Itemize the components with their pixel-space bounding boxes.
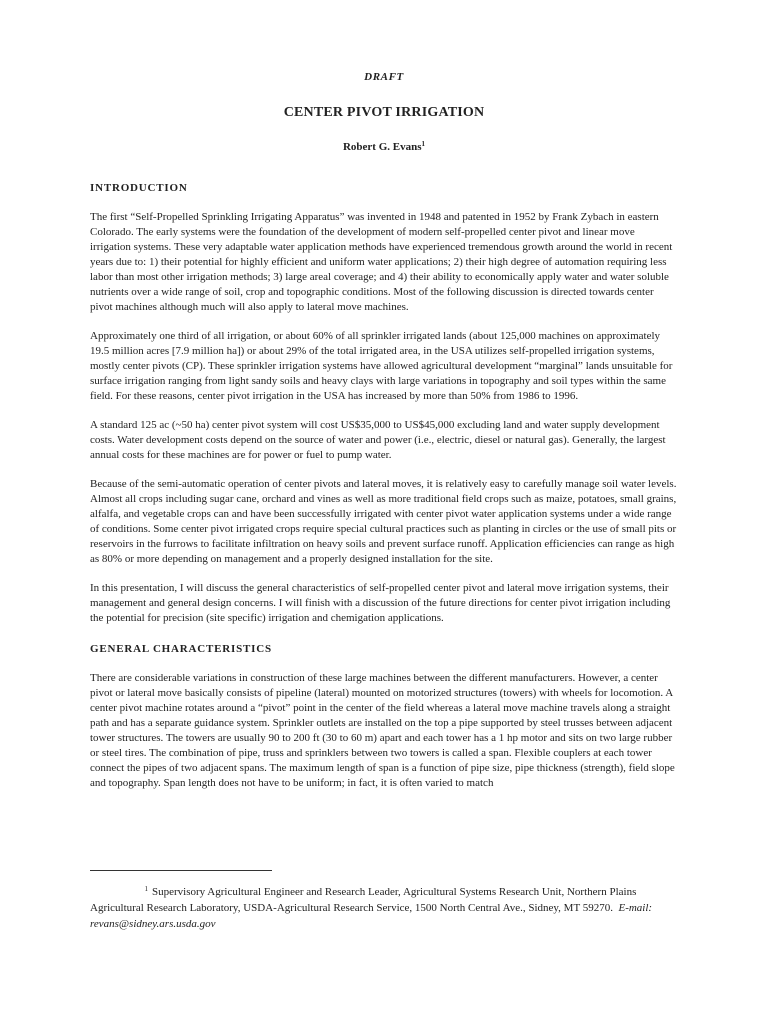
paragraph: A standard 125 ac (~50 ha) center pivot system will cost US$35,000 to US$45,000 excluding land and water supply development costs. Water development costs depend on the source of water and power (i.e., electric, diesel or natural gas). Generally, the largest annual costs for these machines are for power or fuel to pump water. — [90, 419, 666, 461]
footnote-email[interactable]: E-mail: revans@sidney.ars.usda.gov — [90, 902, 653, 930]
document-title: CENTER PIVOT IRRIGATION — [283, 105, 485, 120]
paragraph: There are considerable variations in construction of these large machines between the different manufacturers. However, a center pivot or lateral move basically consists of pipeline (lateral) mounted on motorized structures (towers) with wheels for locomotion. A center pivot machine rotates around a “pivot” point in the center of the field whereas a lateral move machine travels along a straight path and has a separate guidance system. Sprinkler outlets are installed on the top a pipe supported by steel trusses between adjacent tower structures. The towers are usually 90 to 200 ft (30 to 60 m) apart and each tower has a 1 hp motor and sits on two large rubber or steel tires. The combination of pipe, truss and sprinklers between two towers is called a span. Flexible couplers at each tower connect the pipes of two adjacent spans. The maximum length of span is a function of pipe size, pipe thickness (strength), field slope and topography. Span length does not have to be uniform; in fact, it is often varied to match — [90, 672, 675, 789]
draft-label: DRAFT — [364, 71, 404, 83]
author-line — [90, 140, 678, 155]
section-heading-introduction: INTRODUCTION — [90, 182, 188, 194]
paragraph: In this presentation, I will discuss the general characteristics of self-propelled center pivot and lateral move irrigation systems, their management and general design concerns. I will finish with a discussion of the future directions for center pivot irrigation including the potential for precision (site specific) irrigation and chemigation applications. — [90, 582, 671, 624]
paragraph: Because of the semi-automatic operation of center pivots and lateral moves, it is relatively easy to carefully manage soil water levels. Almost all crops including sugar cane, orchard and vines as well as more traditional field crops such as maize, potatoes, small grains, alfalfa, and vegetable crops can and have been successfully irrigated with center pivot water application systems under a wide range of conditions. Some center pivot irrigated crops require special cultural practices such as planting in circles or the use of small pits or reservoirs in the furrows to facilitate infiltration on heavy soils and prevent surface runoff. Application efficiencies can range as high as 80% or more depending on management and a properly designed installation for the site. — [90, 478, 677, 565]
author-name: Robert G. Evans — [342, 141, 422, 153]
footnote-divider — [90, 870, 272, 871]
paragraph: Approximately one third of all irrigation, or about 60% of all sprinkler irrigated lands (about 125,000 machines on approximately 19.5 million acres [7.9 million ha]) or about 29% of the total irrigated area, in the USA utilizes self-propelled irrigation systems, mostly center pivots (CP). These sprinkler irrigation systems have allowed agricultural development “marginal” lands unsuitable for surface irrigation ranging from light sandy soils and heavy clays with large variations in topography and soil types within the same field. For these reasons, center pivot irrigation in the USA has increased by more than 50% from 1986 to 1996. — [90, 330, 673, 402]
section-heading-general-characteristics: GENERAL CHARACTERISTICS — [90, 643, 272, 655]
paragraph: The first “Self-Propelled Sprinkling Irrigating Apparatus” was invented in 1948 and patented in 1952 by Frank Zybach in eastern Colorado. The early systems were the foundation of the development of modern self-propelled center pivot and linear move irrigation systems. These very adaptable water application methods have experienced tremendous growth around the world in recent years due to: 1) their potential for highly efficient and uniform water applications; 2) their high degree of automation requiring less labor than most other irrigation methods; 3) large areal coverage; and 4) their ability to economically apply water and water soluble nutrients over a wide range of soil, crop and topographic conditions. Most of the following discussion is directed towards center pivot machines although much will also apply to lateral move machines. — [90, 211, 673, 313]
footnote: 1 Supervisory Agricultural Engineer and Research Leader, Agricultural Systems Research Unit, Northern Plains Agricultural Research Laboratory, USDA-Agricultural Research Service, 1500 North Central Ave., Sidney, MT 59270. E-mail: revans@sidney.ars.usda.gov — [90, 885, 653, 930]
footnote-text: Supervisory Agricultural Engineer and Research Leader, Agricultural Systems Research Unit, Northern Plains Agricultural Research Laboratory, USDA-Agricultural Research Service, 1500 North Central Ave., Sidney, MT 59270. — [90, 886, 637, 914]
author-footnote-mark: 1 — [421, 140, 426, 148]
